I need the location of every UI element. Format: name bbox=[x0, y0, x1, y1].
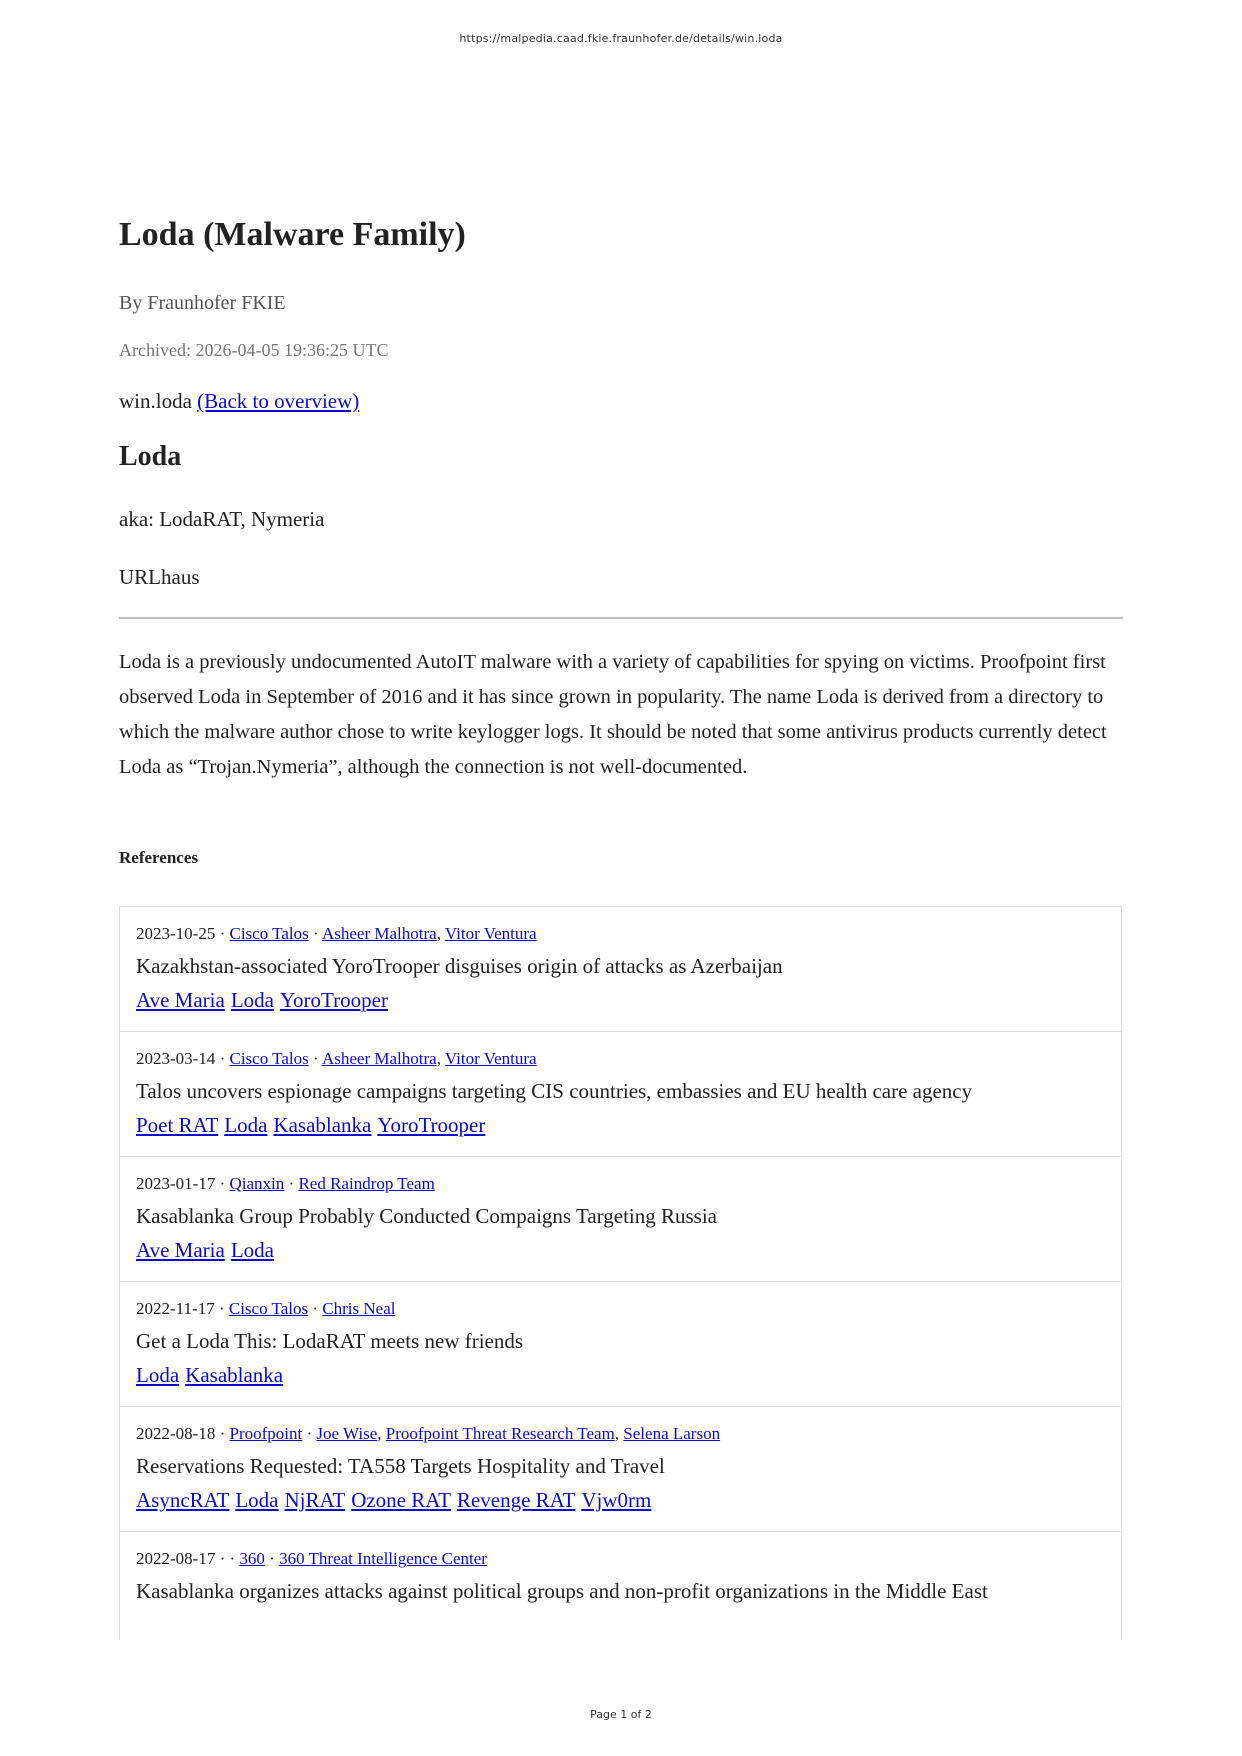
malware-tag-link[interactable]: Ave Maria bbox=[136, 988, 225, 1012]
reference-date: 2022-11-17 bbox=[136, 1299, 215, 1318]
reference-source-link[interactable]: Proofpoint bbox=[229, 1424, 303, 1443]
malware-tag-link[interactable]: Loda bbox=[230, 988, 274, 1012]
malware-tag-link[interactable]: Kasablanka bbox=[185, 1363, 284, 1387]
reference-date: 2022-08-17 bbox=[136, 1549, 216, 1568]
references-table bbox=[119, 906, 1122, 1640]
table-row bbox=[120, 907, 1121, 1032]
reference-title: Talos uncovers espionage campaigns targeting CIS countries, embassies and EU health care agency bbox=[136, 1079, 973, 1103]
reference-author-link[interactable]: Red Raindrop Team bbox=[298, 1174, 435, 1193]
malware-tag-link[interactable]: Loda bbox=[230, 1238, 274, 1262]
reference-author-link[interactable]: 360 Threat Intelligence Center bbox=[279, 1549, 487, 1568]
malware-tag-link[interactable]: Loda bbox=[224, 1113, 268, 1137]
page-number: Page 1 of 2 bbox=[590, 1708, 652, 1721]
malware-tag-link[interactable]: Kasablanka bbox=[273, 1113, 372, 1137]
reference-author-link[interactable]: Asheer Malhotra bbox=[321, 924, 437, 943]
family-id: win.loda bbox=[119, 389, 192, 413]
table-row bbox=[120, 1407, 1121, 1532]
reference-meta: 2023-03-14 · Cisco Talos · Asheer Malhotra, Vitor Ventura bbox=[136, 1049, 537, 1068]
malware-tag-link[interactable]: NjRAT bbox=[284, 1488, 346, 1512]
reference-meta: 2022-08-17 · · 360 · 360 Threat Intelligence Center bbox=[136, 1549, 487, 1568]
reference-author-link[interactable]: Proofpoint Threat Research Team bbox=[385, 1424, 615, 1443]
reference-author-link[interactable]: Vitor Ventura bbox=[444, 924, 537, 943]
malware-tag-link[interactable]: Poet RAT bbox=[136, 1113, 219, 1137]
page-title: Loda (Malware Family) bbox=[119, 216, 466, 253]
page-url: https://malpedia.caad.fkie.fraunhofer.de/details/win.loda bbox=[459, 32, 783, 45]
reference-author-link[interactable]: Chris Neal bbox=[322, 1299, 396, 1318]
reference-author-link[interactable]: Asheer Malhotra bbox=[321, 1049, 437, 1068]
references-heading: References bbox=[119, 848, 198, 867]
reference-source-link[interactable]: 360 bbox=[239, 1549, 265, 1568]
malware-tag-link[interactable]: Vjw0rm bbox=[581, 1488, 652, 1512]
reference-title: Kazakhstan-associated YoroTrooper disguises origin of attacks as Azerbaijan bbox=[136, 954, 783, 978]
malware-tag-link[interactable]: YoroTrooper bbox=[279, 988, 388, 1012]
malware-tag-link[interactable]: YoroTrooper bbox=[377, 1113, 486, 1137]
article bbox=[119, 212, 1123, 869]
reference-meta: 2023-10-25 · Cisco Talos · Asheer Malhotra, Vitor Ventura bbox=[136, 924, 537, 943]
malware-tag-link[interactable]: Loda bbox=[136, 1363, 180, 1387]
malware-tag-link[interactable]: AsyncRAT bbox=[136, 1488, 230, 1512]
reference-author-link[interactable]: Selena Larson bbox=[623, 1424, 721, 1443]
reference-title: Kasablanka Group Probably Conducted Compaigns Targeting Russia bbox=[136, 1204, 718, 1228]
reference-date: 2022-08-18 bbox=[136, 1424, 216, 1443]
urlhaus-label: URLhaus bbox=[119, 565, 200, 589]
reference-author-link[interactable]: Vitor Ventura bbox=[444, 1049, 537, 1068]
reference-source-link[interactable]: Cisco Talos bbox=[228, 1299, 309, 1318]
reference-meta: 2022-08-18 · Proofpoint · Joe Wise, Proofpoint Threat Research Team, Selena Larson bbox=[136, 1424, 721, 1443]
section-title: Loda bbox=[119, 441, 182, 472]
malware-tag-link[interactable]: Revenge RAT bbox=[456, 1488, 576, 1512]
description: Loda is a previously undocumented AutoIT malware with a variety of capabilities for spying on victims. Proofpoint first observed Loda in September of 2016 and it has since grown in popularity. The name Loda is derived from a directory to which the malware author chose to write keylogger logs. It should be noted that some antivirus products currently detect Loda as “Trojan.Nymeria”, although the connection is not well-documented. bbox=[119, 651, 1107, 778]
table-row bbox=[120, 1282, 1121, 1407]
reference-title: Get a Loda This: LodaRAT meets new friends bbox=[136, 1329, 524, 1353]
reference-title: Kasablanka organizes attacks against political groups and non-profit organizations in the Middle East bbox=[136, 1579, 988, 1603]
reference-date: 2023-01-17 bbox=[136, 1174, 216, 1193]
reference-source-link[interactable]: Cisco Talos bbox=[229, 924, 309, 943]
table-row bbox=[120, 1157, 1121, 1282]
reference-tags bbox=[136, 1360, 1105, 1390]
reference-date: 2023-10-25 bbox=[136, 924, 216, 943]
malware-tag-link[interactable]: Ave Maria bbox=[136, 1238, 225, 1262]
reference-tags bbox=[136, 1110, 1105, 1140]
reference-tags bbox=[136, 1235, 1105, 1265]
malware-tag-link[interactable]: Loda bbox=[235, 1488, 279, 1512]
reference-meta: 2022-11-17 · Cisco Talos · Chris Neal bbox=[136, 1299, 396, 1318]
reference-tags bbox=[136, 1485, 1105, 1515]
byline: By Fraunhofer FKIE bbox=[119, 292, 286, 314]
reference-date: 2023-03-14 bbox=[136, 1049, 216, 1068]
archived-timestamp: Archived: 2026-04-05 19:36:25 UTC bbox=[119, 340, 389, 360]
reference-source-link[interactable]: Qianxin bbox=[229, 1174, 285, 1193]
table-row bbox=[120, 1032, 1121, 1157]
reference-source-link[interactable]: Cisco Talos bbox=[229, 1049, 309, 1068]
reference-author-link[interactable]: Joe Wise bbox=[316, 1424, 378, 1443]
reference-tags bbox=[136, 985, 1105, 1015]
reference-meta: 2023-01-17 · Qianxin · Red Raindrop Team bbox=[136, 1174, 435, 1193]
table-row bbox=[120, 1532, 1121, 1640]
aka-names: aka: LodaRAT, Nymeria bbox=[119, 507, 325, 531]
divider bbox=[119, 617, 1123, 619]
malware-tag-link[interactable]: Ozone RAT bbox=[351, 1488, 451, 1512]
back-to-overview-link[interactable]: (Back to overview) bbox=[197, 389, 360, 413]
reference-title: Reservations Requested: TA558 Targets Hospitality and Travel bbox=[136, 1454, 665, 1478]
family-line bbox=[119, 387, 1123, 415]
